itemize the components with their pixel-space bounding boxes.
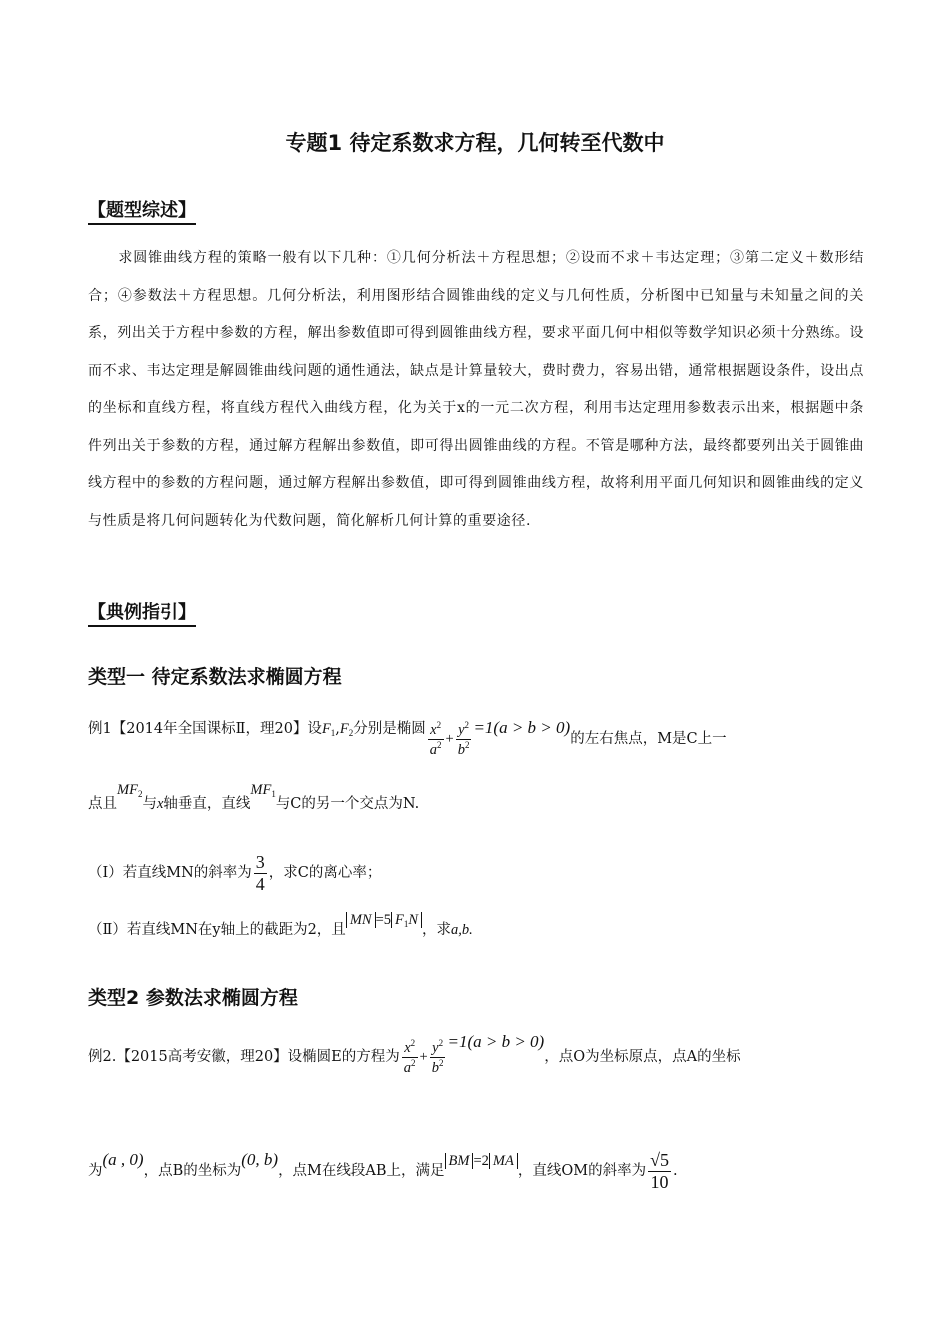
example1-mid: 分别是椭圆: [353, 721, 426, 738]
x-axis-var: x: [156, 796, 164, 812]
mf2-symbol: $MF_2$: [117, 782, 143, 799]
type2-heading: 类型2 参数法求椭圆方程: [88, 987, 298, 1009]
question-2: （Ⅱ）若直线MN在y轴上的截距为2，且MN =5 $F_1N$，求a,b.: [88, 912, 473, 938]
point-a: (a , 0): [102, 1150, 144, 1170]
example1-line2: 点且$MF_2$与x轴垂直，直线$MF_1$与C的另一个交点为N.: [88, 782, 420, 812]
bm-ma-relation: BM =2 MA: [445, 1153, 518, 1169]
om-slope-fraction: $\frac{√5}{10}$: [650, 1150, 669, 1192]
point-b: (0, b): [241, 1150, 279, 1170]
f1-symbol: $F_1$: [321, 721, 336, 739]
f2-symbol: $F_2$: [339, 721, 354, 739]
example1-tail: 的左右焦点，M是C上一: [570, 731, 727, 748]
example2-line2: 为(a , 0)，点B的坐标为(0, b)，点M在线段AB上，满足BM =2 MA，直线OM的斜率为 $\frac{√5}{10}$ .: [88, 1150, 678, 1192]
page-title: 专题1 待定系数求方程，几何转至代数中: [285, 131, 665, 155]
type1-heading: 类型一 待定系数法求椭圆方程: [88, 666, 342, 688]
ab-vars: a,b.: [451, 922, 473, 938]
slope-fraction: $\frac{3}{4}$: [255, 852, 265, 894]
example1-lead: 例1【2014年全国课标Ⅱ，理20】设: [88, 721, 322, 738]
ellipse2-condition: =1(a > b > 0): [447, 1032, 545, 1052]
ellipse-fraction-y: $\frac{y^2}{b^2}$: [457, 720, 470, 758]
mn-abs: MN =5 $F_1N$: [346, 912, 422, 928]
overview-text: 求圆锥曲线方程的策略一般有以下几种：①几何分析法＋方程思想；②设而不求＋韦达定理；③第二定义＋数形结合；④参数法＋方程思想。几何分析法，利用图形结合圆锥曲线的定义与几何性质，分析图中已知量与未知量之间的关系，列出关于方程中参数的方程，解出参数值即可得到圆锥曲线方程，要求平面几何中相似等数学知识必须十分熟练。设而不求、韦达定理是解圆锥曲线问题的通性通法，缺点是计算量较大，费时费力，容易出错，通常根据题设条件，设出点的坐标和直线方程，将直线方程代入曲线方程，化为关于x的一元二次方程，利用韦达定理用参数表示出来，根据题中条件列出关于参数的方程，通过解方程解出参数值，即可得出圆锥曲线的方程。不管是哪种方法，最终都要列出关于圆锥曲线方程中的参数的方程问题，通过解方程解出参数值，即可得到圆锥曲线方程，故将利用平面几何知识和圆锥曲线的定义与性质是将几何问题转化为代数问题，简化解析几何计算的重要途径.: [88, 250, 864, 529]
overview-heading: 【题型综述】: [88, 196, 196, 225]
example2-lead: 例2.【2015高考安徽，理20】设椭圆E的方程为: [88, 1049, 400, 1066]
examples-heading: 【典例指引】: [88, 598, 196, 627]
overview-paragraph: [88, 240, 864, 540]
ellipse-condition: =1(a > b > 0): [473, 718, 571, 738]
ellipse2-fraction-y: $\frac{y^2}{b^2}$: [431, 1038, 444, 1076]
example2-tail: ，点O为坐标原点，点A的坐标: [544, 1049, 741, 1066]
question-1: （Ⅰ）若直线MN的斜率为 $\frac{3}{4}$ ，求C的离心率；: [88, 852, 382, 894]
ellipse-fraction-x: $\frac{x^2}{a^2}$: [429, 720, 442, 758]
example2-line1: 例2.【2015高考安徽，理20】设椭圆E的方程为 $\frac{x^2}{a^2}$ + $\frac{y^2}{b^2}$ =1(a > b > 0)，点O为坐标原点，点A的坐标: [88, 1032, 741, 1076]
mf1-symbol: $MF_1$: [250, 782, 276, 799]
ellipse2-fraction-x: $\frac{x^2}{a^2}$: [403, 1038, 416, 1076]
example1-line1: 例1【2014年全国课标Ⅱ，理20】设$F_1,F_2$分别是椭圆 $\frac{x^2}{a^2}$ + $\frac{y^2}{b^2}$ =1(a > b > 0)的左右焦点，M是C上一: [88, 718, 727, 758]
